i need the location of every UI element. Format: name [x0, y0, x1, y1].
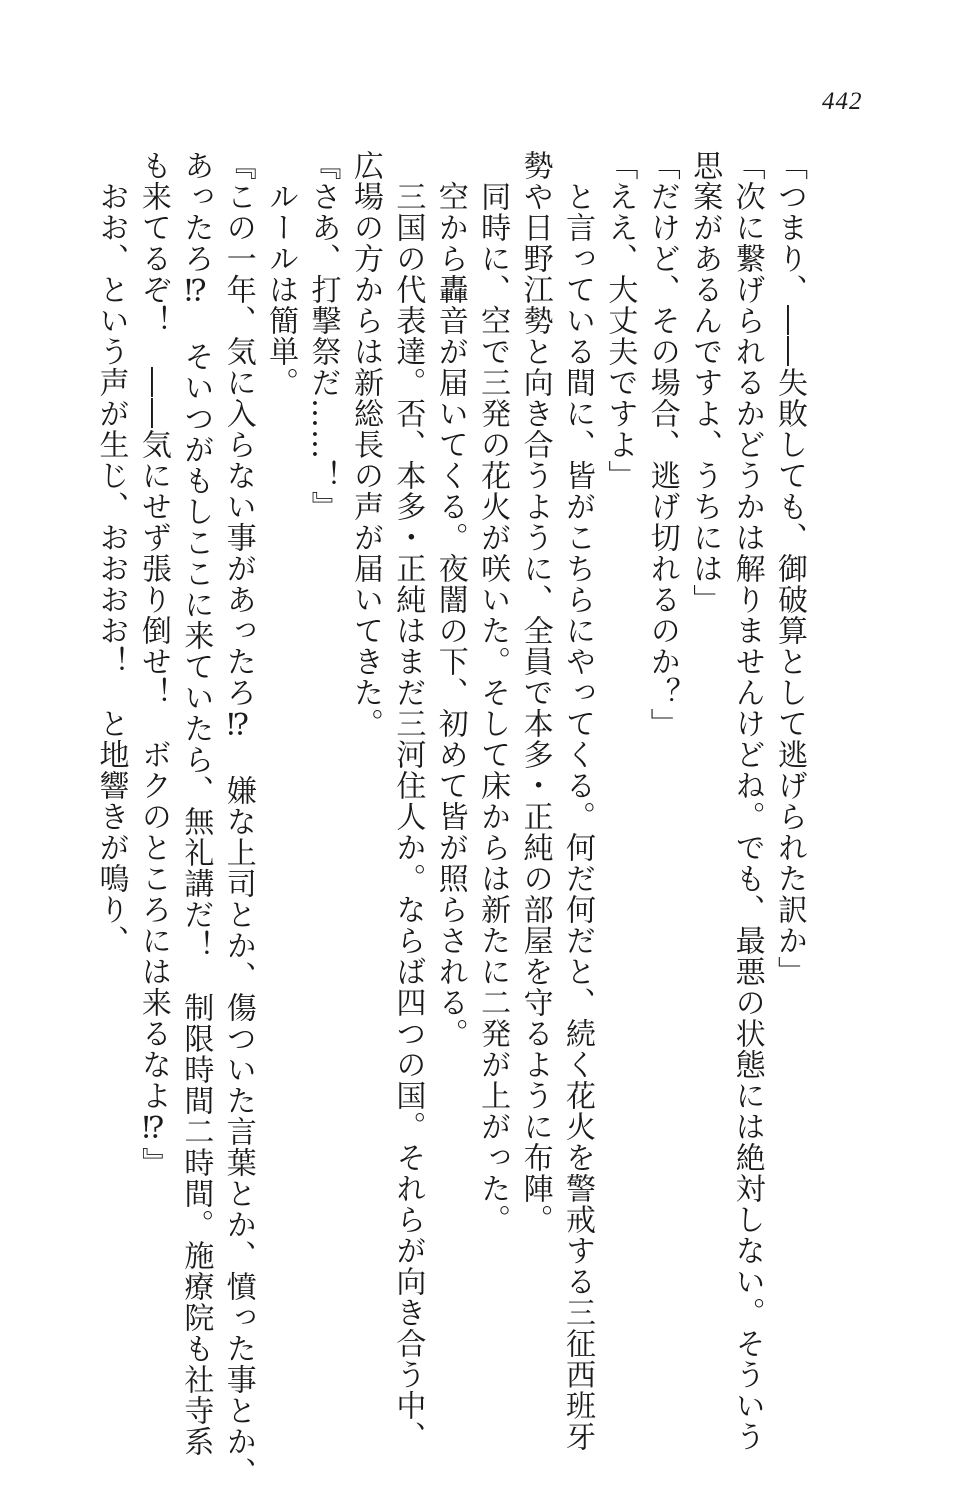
text-line: 三国の代表達。否、本多・正純はまだ三河住人か。ならば四つの国。それらが向き合う中、: [390, 150, 426, 1452]
text-line: ルールは簡単。: [263, 150, 299, 398]
text-line: 空から轟音が届いてくる。夜闇の下、初めて皆が照らされる。: [432, 150, 468, 1049]
vertical-text-body: [93, 150, 810, 1488]
text-line: も来てるぞ！ ――気にせず張り倒せ！ ボクのところには来るなよ⁉』: [135, 150, 171, 1178]
text-line: おお、という声が生じ、おおおお！ と地響きが鳴り、: [93, 150, 129, 956]
text-line: 思案があるんですよ、うちには」: [687, 150, 723, 615]
page-number: 442: [822, 88, 863, 115]
text-line: 「ええ、大丈夫ですよ」: [602, 150, 638, 491]
text-line: 「つまり、――失敗しても、御破算として逃げられた訳か」: [772, 150, 807, 987]
text-line: 『さあ、打撃祭だ……！』: [305, 150, 341, 522]
text-line: 「だけど、その場合、逃げ切れるのか？」: [644, 150, 680, 739]
text-line: 「次に繋げられるかどうかは解りませんけどね。でも、最悪の状態には絶対しない。そういう: [729, 150, 765, 1452]
text-line: と言っている間に、皆がこちらにやってくる。何だ何だと、続く花火を警戒する三征西班牙: [559, 150, 595, 1452]
text-line: 同時に、空で三発の花火が咲いた。そして床からは新たに二発が上がった。: [475, 150, 511, 1235]
text-line: 『この一年、気に入らない事があったろ⁉ 嫌な上司とか、傷ついた言葉とか、憤った事とか、: [220, 150, 256, 1488]
text-line: 広場の方からは新総長の声が届いてきた。: [347, 150, 383, 739]
text-line: あったろ⁉ そいつがもしここに来ていたら、無礼講だ！ 制限時間二時間。施療院も社寺系: [178, 150, 214, 1457]
text-line: 勢や日野江勢と向き合うように、全員で本多・正純の部屋を守るように布陣。: [517, 150, 553, 1235]
